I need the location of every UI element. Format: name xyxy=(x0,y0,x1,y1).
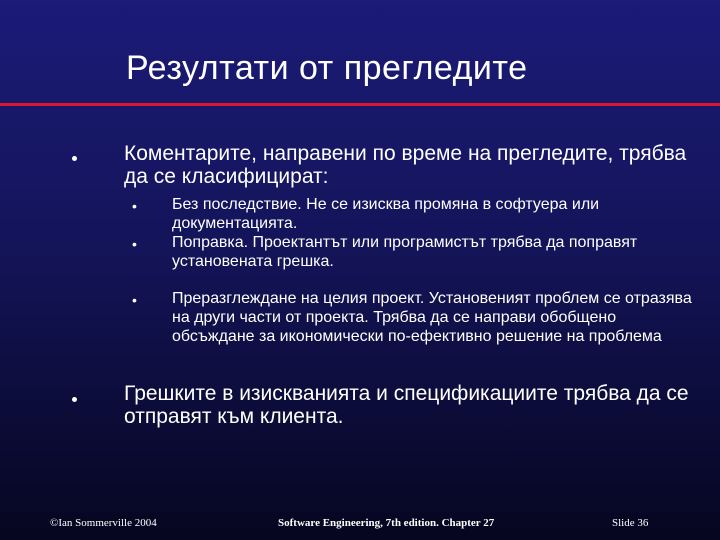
sub-item-redesign: Преразглеждане на целия проект. Установеният проблем се отразява на други части от проекта. Трябва да се направи обобщено обсъждане за икономически по-ефективно решение на проблема xyxy=(172,290,692,345)
sub-item-fix: Поправка. Проектантът или програмистът трябва да поправят установената грешка. xyxy=(172,234,638,270)
bullet-dot-icon xyxy=(72,397,77,402)
bullet-dot-icon xyxy=(72,156,77,161)
footer-copyright: ©Ian Sommerville 2004 xyxy=(50,517,157,529)
bullet-item-requirements-errors: Грешките в изискванията и спецификациите трябва да се отправят към клиента. xyxy=(124,382,689,428)
footer-book-title: Software Engineering, 7th edition. Chapter 27 xyxy=(278,517,495,529)
title-divider xyxy=(0,103,720,106)
sub-bullet-icon: • xyxy=(132,292,137,308)
sub-bullet-icon: • xyxy=(132,236,137,252)
sub-bullet-icon: • xyxy=(132,198,137,214)
sub-item-no-action: Без последствие. Не се изисква промяна в софтуера или документацията. xyxy=(172,196,600,232)
bullet-item-classification: Коментарите, направени по време на прегледите, трябва да се класифицират: xyxy=(124,142,687,188)
footer-slide-number: Slide 36 xyxy=(612,517,649,529)
slide-title: Резултати от прегледите xyxy=(126,49,528,87)
